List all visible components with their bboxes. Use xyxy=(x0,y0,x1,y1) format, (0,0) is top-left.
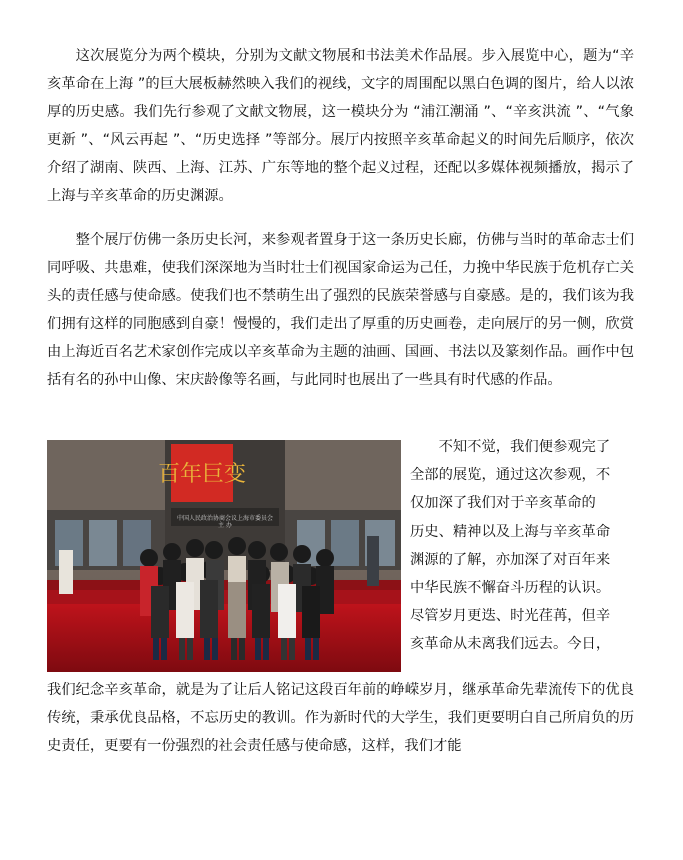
side-line-3: 仅加深了我们对于辛亥革命的 xyxy=(410,495,596,512)
side-line-2: 全部的展览，通过这次参观，不 xyxy=(410,467,611,484)
side-line-5: 渊源的了解，亦加深了对百年来 xyxy=(410,551,611,568)
side-line-8: 亥革命从未离我们远去。今日， xyxy=(410,636,611,653)
banner-text: 中国人民政治协商会议上海市委员会主 办 xyxy=(176,515,274,529)
side-line-7: 尽管岁月更迭、时光荏苒，但辛 xyxy=(410,608,611,625)
side-line-1: 不知不觉，我们便参观完了 xyxy=(410,439,611,455)
paragraph-exhibition-modules: 这次展览分为两个模块，分别为文献文物展和书法美术作品展。步入展览中心，题为“辛亥革命在上海 ”的巨大展板赫然映入我们的视线，文字的周围配以黑白色调的图片，给人以浓厚的历史感。我们先行参观了文献文物展，这一模块分为 “浦江潮涌 ”、“辛亥洪流 ”、“气象更新 ”、“风云再起 ”、“历史选择 ”等部分。展厅内按照辛亥革命起义的时间先后顺序，依次介绍了湖南、陕西、上海、江苏、广东等地的整个起义过程，还配以多媒体视频播放，揭示了上海与辛亥革命的历史渊源。 xyxy=(47,48,634,204)
paragraph-reflection-continued: 我们纪念辛亥革命，就是为了让后人铭记这段百年前的峥嵘岁月，继承革命先辈流传下的优良传统，秉承优良品格，不忘历史的教训。作为新时代的大学生，我们更要明白自己所肩负的历史责任，更要有一份强烈的社会责任感与使命感，这样，我们才能 xyxy=(47,682,634,754)
side-line-6: 中华民族不懈奋斗历程的认识。 xyxy=(410,580,611,597)
paragraph-history-corridor: 整个展厅仿佛一条历史长河，来参观者置身于这一条历史长廊，仿佛与当时的革命志士们同呼吸、共患难，使我们深深地为当时壮士们视国家命运为己任，力挽中华民族于危机存亡关头的责任感与使命感。使我们也不禁萌生出了强烈的民族荣誉感与自豪感。是的，我们该为我们拥有这样的同胞感到自豪！慢慢的，我们走出了厚重的历史画卷，走向展厅的另一侧，欣赏由上海近百名艺术家创作完成以辛亥革命为主题的油画、国画、书法以及篆刻作品。画作中包括有名的孙中山像、宋庆龄像等名画，与此同时也展出了一些具有时代感的作品。 xyxy=(47,232,634,388)
paragraph-reflection-side xyxy=(410,433,634,659)
group-photo xyxy=(47,440,401,672)
side-line-4: 历史、精神以及上海与辛亥革命 xyxy=(410,523,611,540)
seal-text: 百年巨变 xyxy=(157,462,247,487)
